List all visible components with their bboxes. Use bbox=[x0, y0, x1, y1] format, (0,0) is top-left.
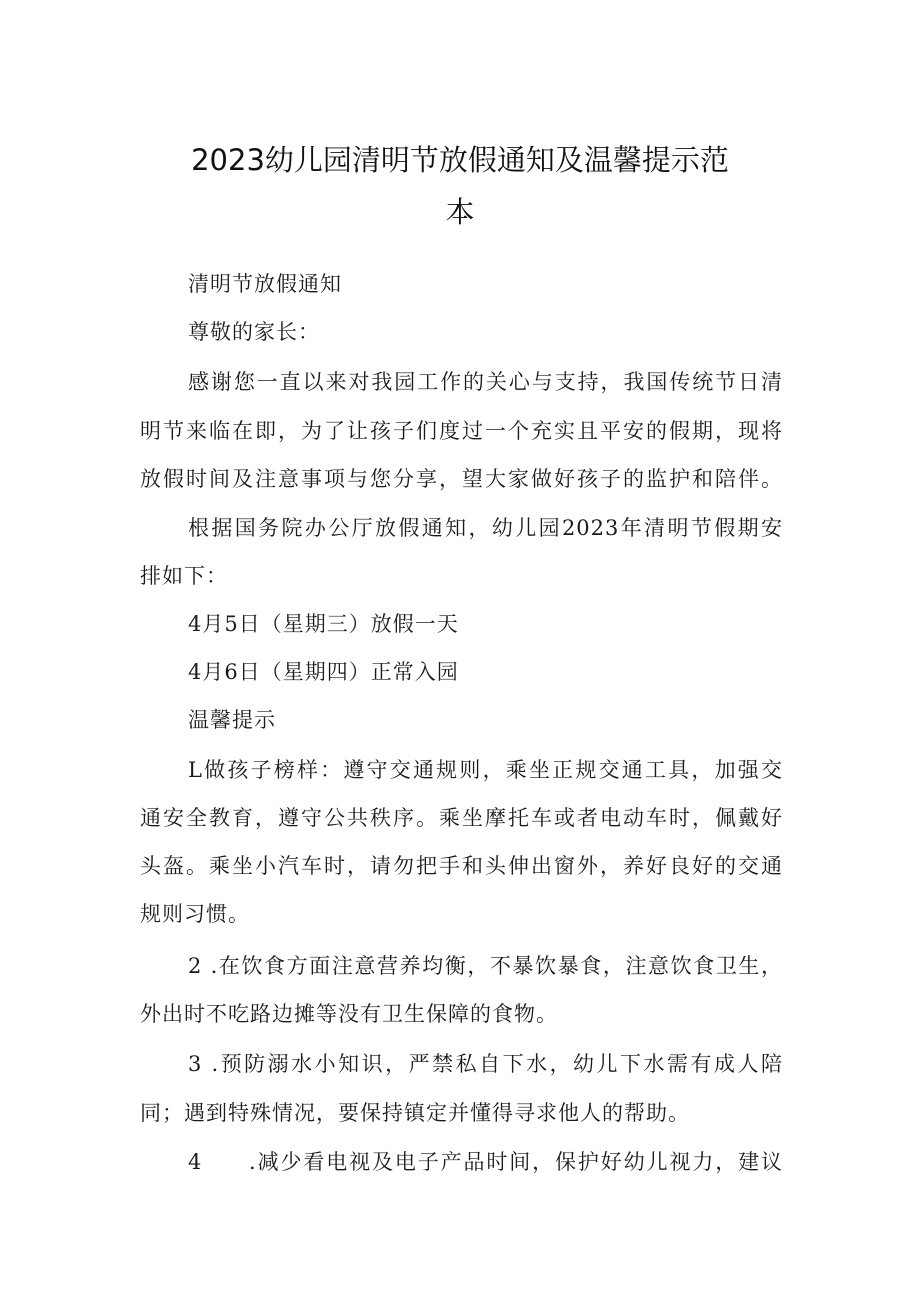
schedule-item-2: 4月6日（星期四）正常入园 bbox=[188, 660, 459, 684]
tips-heading: 温馨提示 bbox=[188, 708, 276, 732]
tip-1-line-2: 通安全教育，遵守公共秩序。乘坐摩托车或者电动车时，佩戴好 bbox=[140, 806, 783, 830]
tip-2-line-2: 外出时不吃路边摊等没有卫生保障的食物。 bbox=[140, 1002, 558, 1026]
document-title-line-2: 本 bbox=[445, 195, 475, 229]
document-title-line-1: 2023幼儿园清明节放假通知及温馨提示范 bbox=[191, 143, 729, 177]
tip-3-line-2: 同；遇到特殊情况，要保持镇定并懂得寻求他人的帮助。 bbox=[140, 1101, 690, 1125]
intro-line-2: 明节来临在即，为了让孩子们度过一个充实且平安的假期，现将 bbox=[140, 419, 783, 443]
intro-line-3: 放假时间及注意事项与您分享，望大家做好孩子的监护和陪伴。 bbox=[140, 467, 783, 491]
schedule-item-1: 4月5日（星期三）放假一天 bbox=[188, 612, 459, 636]
tip-2-line-1: 2 .在饮食方面注意营养均衡，不暴饮暴食，注意饮食卫生， bbox=[188, 954, 783, 978]
tip-3-line-1: 3 .预防溺水小知识，严禁私自下水，幼儿下水需有成人陪 bbox=[188, 1052, 783, 1076]
intro-line-1: 感谢您一直以来对我园工作的关心与支持，我国传统节日清 bbox=[188, 370, 783, 394]
notice-heading: 清明节放假通知 bbox=[188, 272, 342, 296]
tip-4-line-1: 4 .减少看电视及电子产品时间，保护好幼儿视力，建议 bbox=[188, 1150, 783, 1174]
arrangement-line-1: 根据国务院办公厅放假通知，幼儿园2023年清明节假期安 bbox=[188, 516, 783, 540]
tip-1-line-3: 头盔。乘坐小汽车时，请勿把手和头伸出窗外，养好良好的交通 bbox=[140, 854, 783, 878]
arrangement-line-2: 排如下： bbox=[140, 564, 228, 588]
salutation: 尊敬的家长： bbox=[188, 320, 320, 344]
tip-1-line-4: 规则习惯。 bbox=[140, 902, 250, 926]
tip-1-line-1: L做孩子榜样：遵守交通规则，乘坐正规交通工具，加强交 bbox=[188, 758, 783, 782]
